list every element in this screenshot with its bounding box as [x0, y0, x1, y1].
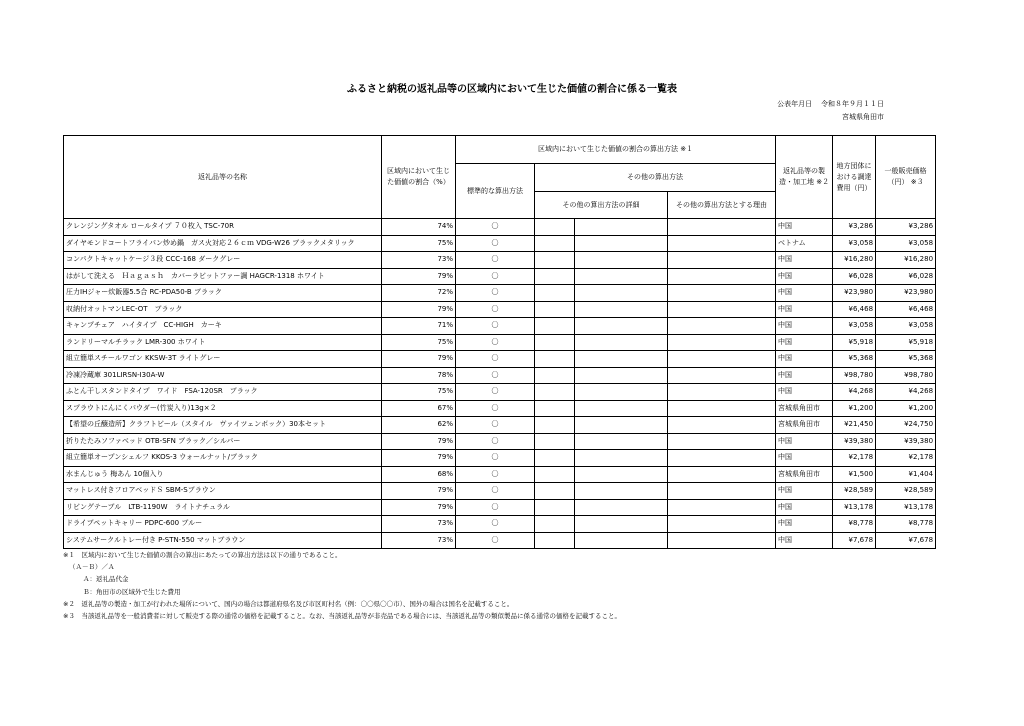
cell-other: [535, 466, 575, 483]
cell-price: ¥23,980: [876, 285, 936, 302]
cell-origin: 中国: [776, 499, 833, 516]
publisher-name: 宮城県角田市: [842, 113, 884, 121]
cell-other-reason: [668, 268, 776, 285]
cell-origin: 中国: [776, 268, 833, 285]
publish-date: 令和８年９月１１日: [821, 100, 884, 108]
header-ratio: 区域内において生じた価値の割合（%）: [382, 136, 456, 219]
cell-price: ¥7,678: [876, 532, 936, 549]
cell-other-detail: [575, 532, 668, 549]
cell-name: マットレス付きフロアベッドＳ SBM-Sブラウン: [64, 483, 382, 500]
cell-price: ¥8,778: [876, 516, 936, 533]
cell-other-detail: [575, 417, 668, 434]
cell-other: [535, 384, 575, 401]
cell-other-detail: [575, 367, 668, 384]
table-row: [64, 219, 936, 236]
publish-date-line: [777, 99, 884, 109]
publish-label: 公表年月日: [777, 100, 813, 108]
cell-price: ¥24,750: [876, 417, 936, 434]
cell-name: 折りたたみソファベッド OTB-SFN ブラック／シルバー: [64, 433, 382, 450]
cell-name: スプラウトにんにくパウダー(竹炭入り)13g×２: [64, 400, 382, 417]
cell-origin: 中国: [776, 219, 833, 236]
cell-other-reason: [668, 351, 776, 368]
cell-price: ¥5,918: [876, 334, 936, 351]
cell-price: ¥1,200: [876, 400, 936, 417]
table-row: [64, 301, 936, 318]
cell-ratio: 73%: [382, 252, 456, 269]
cell-other-detail: [575, 516, 668, 533]
cell-ratio: 79%: [382, 499, 456, 516]
cell-origin: ベトナム: [776, 235, 833, 252]
cell-name: コンパクトキャットケージ３段 CCC-168 ダークグレー: [64, 252, 382, 269]
cell-ratio: 79%: [382, 268, 456, 285]
table-row: [64, 532, 936, 549]
header-cost: 地方団体における調達費用（円）: [833, 136, 876, 219]
table-row: [64, 285, 936, 302]
cell-standard: 〇: [456, 235, 535, 252]
cell-other-detail: [575, 499, 668, 516]
cell-cost: ¥7,678: [833, 532, 876, 549]
cell-standard: 〇: [456, 499, 535, 516]
cell-other: [535, 252, 575, 269]
cell-cost: ¥8,778: [833, 516, 876, 533]
cell-name: ドライブペットキャリー PDPC-600 ブルー: [64, 516, 382, 533]
cell-other: [535, 499, 575, 516]
header-standard: 標準的な算出方法: [456, 164, 535, 219]
table-row: [64, 516, 936, 533]
cell-origin: 中国: [776, 285, 833, 302]
cell-standard: 〇: [456, 450, 535, 467]
cell-other: [535, 367, 575, 384]
cell-ratio: 74%: [382, 219, 456, 236]
cell-name: 【希望の丘醸造所】クラフトビール（スタイル ヴァイツェンボック）30本セット: [64, 417, 382, 434]
cell-name: 水まんじゅう 梅あん 10個入り: [64, 466, 382, 483]
cell-name: ふとん干しスタンドタイプ ワイド FSA-120SR ブラック: [64, 384, 382, 401]
cell-cost: ¥98,780: [833, 367, 876, 384]
cell-cost: ¥4,268: [833, 384, 876, 401]
cell-price: ¥98,780: [876, 367, 936, 384]
table-row: [64, 252, 936, 269]
cell-origin: 中国: [776, 516, 833, 533]
cell-other-detail: [575, 268, 668, 285]
cell-standard: 〇: [456, 219, 535, 236]
cell-name: 圧力IHジャー炊飯器5.5合 RC-PDA50-B ブラック: [64, 285, 382, 302]
cell-other: [535, 235, 575, 252]
cell-other-detail: [575, 466, 668, 483]
cell-other-reason: [668, 450, 776, 467]
cell-name: システムサークルトレー付き P-STN-550 マットブラウン: [64, 532, 382, 549]
cell-ratio: 73%: [382, 516, 456, 533]
cell-other-reason: [668, 417, 776, 434]
cell-other-detail: [575, 433, 668, 450]
cell-standard: 〇: [456, 417, 535, 434]
cell-ratio: 75%: [382, 334, 456, 351]
cell-other: [535, 483, 575, 500]
cell-name: 組立簡単オープンシェルフ KKOS-3 ウォールナット/ブラック: [64, 450, 382, 467]
cell-cost: ¥39,380: [833, 433, 876, 450]
table-row: [64, 400, 936, 417]
note-a: Ａ：返礼品代金: [83, 575, 129, 584]
cell-price: ¥3,058: [876, 235, 936, 252]
cell-origin: 中国: [776, 252, 833, 269]
header-price: 一般販売価格（円） ※３: [876, 136, 936, 219]
cell-standard: 〇: [456, 285, 535, 302]
cell-other-detail: [575, 235, 668, 252]
cell-standard: 〇: [456, 384, 535, 401]
table-row: [64, 235, 936, 252]
cell-other-reason: [668, 334, 776, 351]
table-row: [64, 351, 936, 368]
cell-price: ¥4,268: [876, 384, 936, 401]
cell-standard: 〇: [456, 433, 535, 450]
cell-other-reason: [668, 466, 776, 483]
cell-cost: ¥1,500: [833, 466, 876, 483]
cell-ratio: 68%: [382, 466, 456, 483]
cell-other-detail: [575, 450, 668, 467]
cell-other-reason: [668, 532, 776, 549]
cell-other: [535, 433, 575, 450]
cell-cost: ¥1,200: [833, 400, 876, 417]
cell-other-reason: [668, 384, 776, 401]
cell-cost: ¥3,058: [833, 235, 876, 252]
cell-standard: 〇: [456, 367, 535, 384]
cell-other: [535, 351, 575, 368]
cell-other: [535, 450, 575, 467]
cell-name: キャンプチェア ハイタイプ CC-HIGH カーキ: [64, 318, 382, 335]
cell-ratio: 72%: [382, 285, 456, 302]
cell-name: 収納付オットマンLEC-OT ブラック: [64, 301, 382, 318]
cell-price: ¥28,589: [876, 483, 936, 500]
cell-origin: 宮城県角田市: [776, 400, 833, 417]
cell-price: ¥2,178: [876, 450, 936, 467]
cell-standard: 〇: [456, 268, 535, 285]
cell-other-reason: [668, 252, 776, 269]
header-other-detail: その他の算出方法の詳細: [535, 192, 668, 219]
cell-name: はがして洗える Ｈａｇａｓｈ カバーラビットファー調 HAGCR-1318 ホワイト: [64, 268, 382, 285]
note-2: ※２ 返礼品等の製造・加工が行われた場所について、国内の場合は都道府県名及び市区町村名（例：〇〇県〇〇市）、国外の場合は国名を記載すること。: [63, 599, 514, 608]
cell-standard: 〇: [456, 400, 535, 417]
cell-ratio: 78%: [382, 367, 456, 384]
cell-cost: ¥3,286: [833, 219, 876, 236]
cell-name: リビングテーブル LTB-1190W ライトナチュラル: [64, 499, 382, 516]
cell-other-reason: [668, 433, 776, 450]
cell-standard: 〇: [456, 466, 535, 483]
cell-price: ¥13,178: [876, 499, 936, 516]
table-row: [64, 318, 936, 335]
cell-other-detail: [575, 285, 668, 302]
cell-price: ¥1,404: [876, 466, 936, 483]
cell-origin: 中国: [776, 351, 833, 368]
note-b: Ｂ：角田市の区域外で生じた費用: [83, 587, 181, 596]
note-3: ※３ 当該返礼品等を一般消費者に対して販売する際の通常の価格を記載すること。なお、当該返礼品等が非売品である場合には、当該返礼品等の類似製品に係る通常の価格を記載すること。: [63, 612, 621, 621]
cell-other-reason: [668, 318, 776, 335]
cell-standard: 〇: [456, 516, 535, 533]
cell-origin: 中国: [776, 532, 833, 549]
cell-name: クレンジングタオル ロールタイプ ７０枚入 TSC-70R: [64, 219, 382, 236]
cell-price: ¥16,280: [876, 252, 936, 269]
cell-name: ダイヤモンドコートフライパン炒め鍋 ガス火対応２６ｃｍ VDG-W26 ブラックメタリック: [64, 235, 382, 252]
cell-other: [535, 268, 575, 285]
cell-ratio: 75%: [382, 384, 456, 401]
cell-name: 冷凍冷蔵庫 301LIRSN-I30A-W: [64, 367, 382, 384]
cell-origin: 中国: [776, 367, 833, 384]
cell-other: [535, 516, 575, 533]
cell-cost: ¥5,368: [833, 351, 876, 368]
cell-other: [535, 532, 575, 549]
cell-standard: 〇: [456, 483, 535, 500]
cell-ratio: 79%: [382, 351, 456, 368]
table-row: [64, 384, 936, 401]
cell-other-reason: [668, 301, 776, 318]
cell-other: [535, 285, 575, 302]
cell-other: [535, 318, 575, 335]
note-formula: （Ａ－Ｂ）／Ａ: [69, 563, 115, 572]
cell-cost: ¥3,058: [833, 318, 876, 335]
cell-origin: 中国: [776, 450, 833, 467]
cell-origin: 中国: [776, 318, 833, 335]
cell-other-detail: [575, 400, 668, 417]
cell-cost: ¥2,178: [833, 450, 876, 467]
cell-price: ¥6,468: [876, 301, 936, 318]
cell-other-reason: [668, 400, 776, 417]
cell-standard: 〇: [456, 252, 535, 269]
table-body: [64, 219, 936, 549]
cell-ratio: 79%: [382, 301, 456, 318]
cell-other: [535, 301, 575, 318]
cell-ratio: 79%: [382, 433, 456, 450]
cell-other-detail: [575, 252, 668, 269]
cell-standard: 〇: [456, 532, 535, 549]
cell-standard: 〇: [456, 301, 535, 318]
cell-ratio: 79%: [382, 483, 456, 500]
header-name: 返礼品等の名称: [64, 136, 382, 219]
cell-origin: 宮城県角田市: [776, 417, 833, 434]
cell-ratio: 73%: [382, 532, 456, 549]
header-calc-method: 区域内において生じた価値の割合の算出方法 ※１: [456, 136, 776, 164]
table-row: [64, 466, 936, 483]
cell-other-detail: [575, 334, 668, 351]
cell-other: [535, 400, 575, 417]
cell-other-reason: [668, 367, 776, 384]
cell-price: ¥3,286: [876, 219, 936, 236]
cell-origin: 中国: [776, 384, 833, 401]
cell-origin: 中国: [776, 433, 833, 450]
header-origin: 返礼品等の製造・加工地 ※２: [776, 136, 833, 219]
cell-other-reason: [668, 483, 776, 500]
cell-ratio: 75%: [382, 235, 456, 252]
cell-origin: 中国: [776, 483, 833, 500]
cell-other-reason: [668, 285, 776, 302]
cell-name: ランドリーマルチラック LMR-300 ホワイト: [64, 334, 382, 351]
table-row: [64, 499, 936, 516]
cell-cost: ¥23,980: [833, 285, 876, 302]
cell-cost: ¥5,918: [833, 334, 876, 351]
cell-cost: ¥21,450: [833, 417, 876, 434]
cell-other: [535, 219, 575, 236]
table-row: [64, 433, 936, 450]
cell-other-detail: [575, 483, 668, 500]
header-other: その他の算出方法: [535, 164, 776, 192]
table-row: [64, 417, 936, 434]
cell-price: ¥6,028: [876, 268, 936, 285]
cell-other-detail: [575, 219, 668, 236]
cell-cost: ¥13,178: [833, 499, 876, 516]
table-row: [64, 334, 936, 351]
cell-other-detail: [575, 301, 668, 318]
table-row: [64, 367, 936, 384]
cell-other: [535, 334, 575, 351]
cell-other: [535, 417, 575, 434]
cell-ratio: 71%: [382, 318, 456, 335]
cell-other-detail: [575, 384, 668, 401]
cell-other-reason: [668, 235, 776, 252]
table-row: [64, 268, 936, 285]
table-row: [64, 483, 936, 500]
cell-price: ¥39,380: [876, 433, 936, 450]
cell-price: ¥3,058: [876, 318, 936, 335]
cell-standard: 〇: [456, 334, 535, 351]
cell-ratio: 62%: [382, 417, 456, 434]
cell-cost: ¥6,028: [833, 268, 876, 285]
cell-cost: ¥16,280: [833, 252, 876, 269]
cell-ratio: 67%: [382, 400, 456, 417]
cell-price: ¥5,368: [876, 351, 936, 368]
cell-other-reason: [668, 219, 776, 236]
cell-other-reason: [668, 516, 776, 533]
cell-other-detail: [575, 351, 668, 368]
footnotes: [63, 549, 621, 622]
cell-name: 組立簡単スチールワゴン KKSW-3T ライトグレー: [64, 351, 382, 368]
cell-origin: 中国: [776, 334, 833, 351]
cell-origin: 中国: [776, 301, 833, 318]
cell-other-reason: [668, 499, 776, 516]
cell-standard: 〇: [456, 318, 535, 335]
header-other-reason: その他の算出方法とする理由: [668, 192, 776, 219]
note-1: ※１ 区域内において生じた価値の割合の算出にあたっての算出方法は以下の通りであること。: [63, 551, 342, 559]
table-row: [64, 450, 936, 467]
cell-other-detail: [575, 318, 668, 335]
cell-cost: ¥28,589: [833, 483, 876, 500]
cell-ratio: 79%: [382, 450, 456, 467]
cell-origin: 宮城県角田市: [776, 466, 833, 483]
returns-ratio-table: [63, 135, 936, 549]
cell-cost: ¥6,468: [833, 301, 876, 318]
cell-standard: 〇: [456, 351, 535, 368]
page-title: ふるさと納税の返礼品等の区域内において生じた価値の割合に係る一覧表: [347, 84, 677, 95]
